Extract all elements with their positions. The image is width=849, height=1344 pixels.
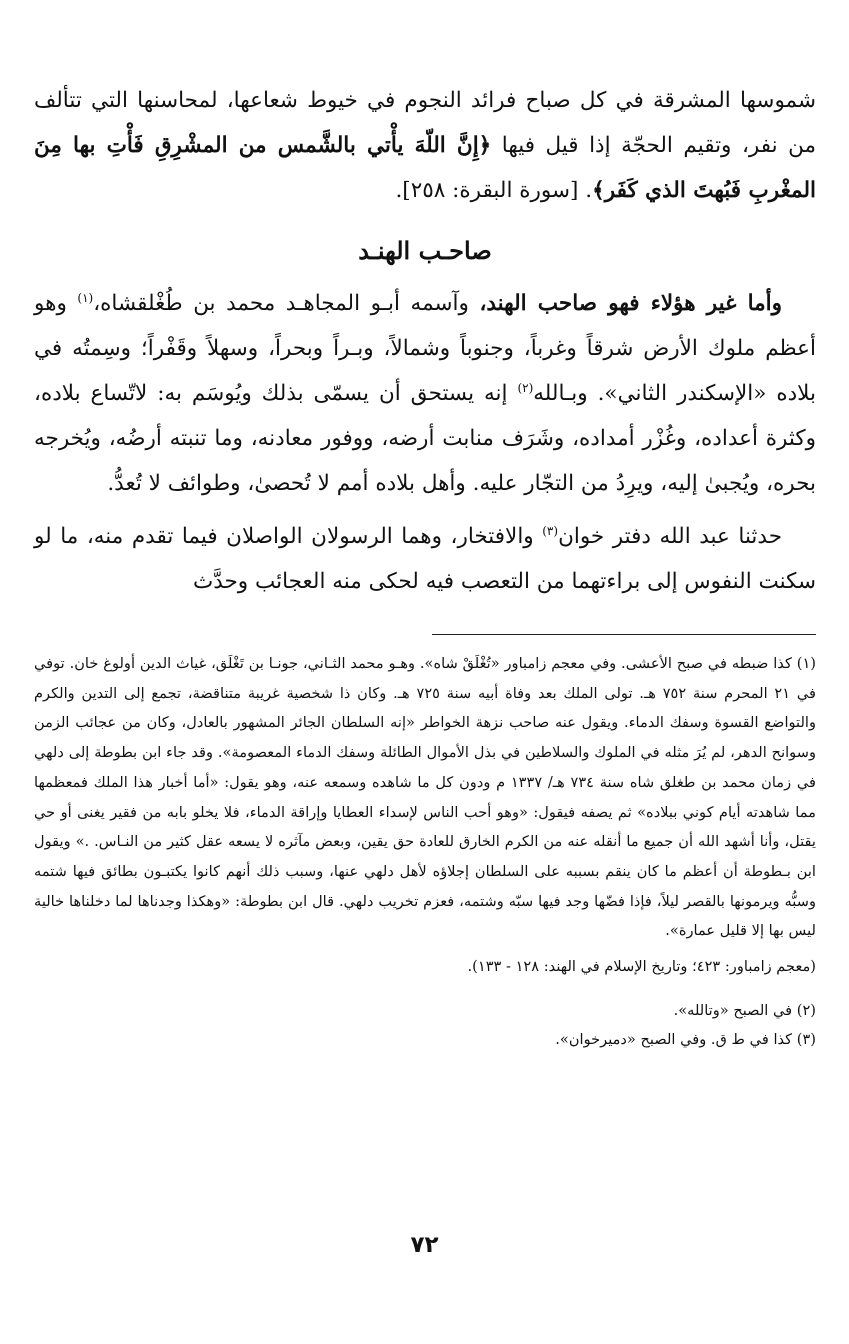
main-text — [34, 78, 816, 604]
verse-citation: . [سورة البقرة: ٢٥٨]. — [395, 178, 593, 203]
footnotes — [34, 649, 816, 1055]
paragraph-intro — [34, 78, 816, 213]
footnote-separator — [432, 634, 816, 635]
ruler-text-2: وهو أعظم ملوك الأرض شرقاً وغرباً، وجنوباً وشمالاً، وبـراً وبحراً، وسهلاً وقَفْراً؛ وسِمتُه في بلاده «الإسكندر الثاني». وبـالله — [34, 291, 816, 406]
footnote-3: (٣) كذا في ط ق. وفي الصبح «دميرخوان». — [555, 1031, 816, 1049]
section-heading: صاحـب الهنـد — [358, 236, 492, 265]
footnote-ref-3: (٣) — [542, 523, 559, 538]
paragraph-lead: وأما غير هؤلاء فهو صاحب الهند، — [479, 291, 782, 316]
paragraph-ruler — [34, 281, 816, 506]
footnote-ref-1: (١) — [77, 290, 94, 305]
narration-text-2: والافتخار، وهما الرسولان الواصلان فيما تقدم منه، ما لو سكنت النفوس إلى براءتهما من التعصب فيه لحكى منه العجائب وحدَّث — [34, 524, 816, 594]
ruler-text-3: إنه يستحق أن يسمّى بذلك ويُوسَم به: لاتّساع بلاده، وكثرة أعداده، وغُزْر أمداده، وشَرَف منابت أرضه، ووفور معادنه، وما تنبته أرضُه، ويُخرجه بحره، ويُجبىٰ إليه، ويرِدُ من التجّار عليه. وأهل بلاده أمم لا تُحصىٰ، وطوائف لا تُعدُّ. — [34, 381, 816, 496]
ruler-text-1: وآسمه أبـو المجاهـد محمد بن طُغْلقشاه، — [93, 291, 480, 316]
intro-text: شموسها المشرقة في كل صباح فرائد النجوم في خيوط شعاعها، لمحاسنها التي تتألف من نفر، وتقيم الحجّة إذا قيل فيها — [34, 88, 816, 158]
paragraph-narration — [34, 514, 816, 604]
footnote-2: (٢) في الصبح «وتالله». — [673, 1001, 816, 1019]
footnote-ref-2: (٢) — [517, 380, 534, 395]
quran-verse: ﴿إِنَّ اللّهَ يأْتي بالشَّمس من المشْرِقِ فَأْتِ بها مِنَ المغْربِ فَبُهتَ الذي كَفَر﴾ — [34, 133, 816, 203]
page-content — [34, 78, 816, 1055]
narration-text-1: حدثنا عبد الله دفتر خوان — [558, 524, 782, 549]
footnote-1: (١) كذا ضبطه في صبح الأعشى. وفي معجم زامباور «تُغْلَقْ شاه». وهـو محمد الثـاني، جونـا بن تَغْلَق، غياث الدين أولوغ خان. توفي في ٢١ المحرم سنة ٧٥٢ هـ. تولى الملك بعد وفاة أبيه سنة ٧٢٥ هـ. وكان ذا شخصية غريبة متناقضة، تجمع إلى التدين والكرم والتواضع القسوة وسفك الدماء. ويقول عنه صاحب نزهة الخواطر «إنه السلطان الجائر المشهور بالعادل، وكان من عجائب الزمن وسوانح الدهر، لم يُرَ مثله في الملوك والسلاطين في بذل الأموال الطائلة وسفك الدماء المعصومة». وقد جاء ابن بطوطة إلى دلهي في زمان محمد بن طغلق شاه سنة ٧٣٤ هـ/ ١٣٣٧ م ودون كل ما شاهده وسمعه عنه، وهو يقول: «أما أخبار هذا الملك فمعظمها مما شاهدته أيام كوني ببلاده» ثم يصفه فيقول: «وهو أحب الناس لإسداء العطايا وإراقة الدماء، فلا يخلو بابه من فقير يغنى أو حي يقتل، وأنا أشهد الله أن جميع ما أنقله عنه من الكرم الخارق للعادة حق يقين، وبعض مآثره لا يسعه عقل كثير من النـاس. .» ويقول ابن بـطوطة أن أعظم ما كان ينقم بسببه على السلطان إجلاؤه لأهل دلهي عنها، وسبب ذلك أنهم كانوا يكتبـون بطائق فيها شتمه وسبُّه ويرمونها بالقصر ليلاً، فإذا فضّها وجد فيها سبّه وشتمه، فعزم تخريب دلهي. قال ابن بطوطة: «وهكذا وجدناها لما دخلناها خالية ليس بها إلا قليل عمارة». — [34, 655, 816, 940]
footnote-1-reference: (معجم زامباور: ٤٢٣؛ وتاريخ الإسلام في الهند: ١٢٨ - ١٣٣). — [467, 958, 816, 976]
page-number: ٧٢ — [410, 1232, 439, 1258]
